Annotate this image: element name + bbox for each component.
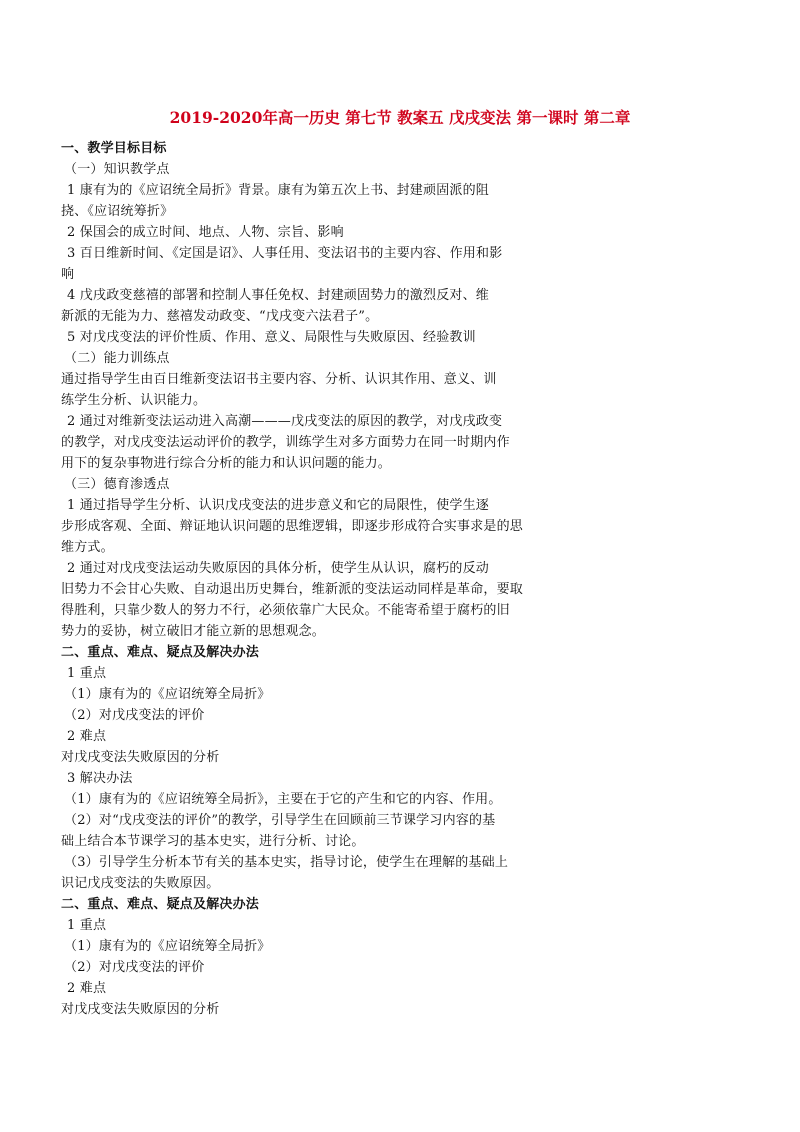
text-line: 用下的复杂事物进行综合分析的能力和认识问题的能力。 (61, 456, 392, 471)
text-line: （1）康有为的《应诏统筹全局折》，主要在于它的产生和它的内容、作用。 (64, 792, 502, 807)
text-line: 挠、《应诏统筹折》 (61, 204, 174, 219)
text-line: （3）引导学生分析本节有关的基本史实，指导讨论，使学生在理解的基础上 (64, 855, 509, 870)
text-line: 新派的无能为力、慈禧发动政变、“戊戌变六法君子”。 (61, 309, 379, 324)
text-line: （2）对戊戌变法的评价 (64, 960, 205, 975)
text-line: 响 (61, 267, 75, 282)
text-line: 得胜利，只靠少数人的努力不行，必须依靠广大民众。不能寄希望于腐朽的旧 (61, 603, 510, 618)
text-line: 识记戊戌变法的失败原因。 (61, 876, 220, 891)
text-line: 2 保国会的成立时间、地点、人物、宗旨、影响 (67, 225, 344, 240)
section-heading: 二、重点、难点、疑点及解决办法 (61, 897, 260, 912)
text-line: 对戊戌变法失败原因的分析 (61, 750, 220, 765)
text-line: 1 康有为的《应诏统全局折》背景。康有为第五次上书、封建顽固派的阻 (67, 183, 490, 198)
section-heading: 一、教学目标目标 (61, 141, 167, 156)
text-line: 2 难点 (67, 981, 107, 996)
text-line: 2 通过对维新变法运动进入高潮———戊戌变法的原因的教学，对戊戌政变 (67, 414, 503, 429)
text-line: 1 通过指导学生分析、认识戊戌变法的进步意义和它的局限性，使学生逐 (67, 498, 490, 513)
text-line: 势力的妥协，树立破旧才能立新的思想观念。 (61, 624, 326, 639)
text-line: 4 戊戌政变慈禧的部署和控制人事任免权、封建顽固势力的激烈反对、维 (67, 288, 490, 303)
text-line: 步形成客观、全面、辩证地认识问题的思维逻辑，即逐步形成符合实事求是的思 (61, 519, 524, 534)
document-body (61, 138, 561, 1020)
text-line: 3 解决办法 (67, 771, 133, 786)
text-line: 通过指导学生由百日维新变法诏书主要内容、分析、认识其作用、意义、训 (61, 372, 497, 387)
text-line: 2 难点 (67, 729, 107, 744)
text-line: （2）对戊戌变法的评价 (64, 708, 205, 723)
text-line: （1）康有为的《应诏统筹全局折》 (64, 687, 271, 702)
text-line: 5 对戊戌变法的评价性质、作用、意义、局限性与失败原因、经验教训 (67, 330, 476, 345)
text-line: 的教学，对戊戌变法运动评价的教学，训练学生对多方面势力在同一时期内作 (61, 435, 510, 450)
text-line: 1 重点 (67, 918, 107, 933)
text-line: 3 百日维新时间、《定国是诏》、人事任用、变法诏书的主要内容、作用和影 (67, 246, 503, 261)
text-line: （二）能力训练点 (64, 351, 170, 366)
text-line: 1 重点 (67, 666, 107, 681)
text-line: （一）知识教学点 (64, 162, 170, 177)
text-line: （2）对“戊戌变法的评价”的教学，引导学生在回顾前三节课学习内容的基 (64, 813, 496, 828)
text-line: （三）德育渗透点 (64, 477, 170, 492)
section-heading: 二、重点、难点、疑点及解决办法 (61, 645, 260, 660)
text-line: 练学生分析、认识能力。 (61, 393, 207, 408)
document-title: 2019-2020年高一历史 第七节 教案五 戊戌变法 第一课时 第二章 (169, 108, 631, 127)
text-line: 旧势力不会甘心失败、自动退出历史舞台，维新派的变法运动同样是革命，要取 (61, 582, 524, 597)
text-line: 2 通过对戊戌变法运动失败原因的具体分析，使学生从认识，腐朽的反动 (67, 561, 490, 576)
text-line: 础上结合本节课学习的基本史实，进行分析、讨论。 (61, 834, 365, 849)
text-line: 维方式。 (61, 540, 114, 555)
text-line: （1）康有为的《应诏统筹全局折》 (64, 939, 271, 954)
text-line: 对戊戌变法失败原因的分析 (61, 1002, 220, 1017)
